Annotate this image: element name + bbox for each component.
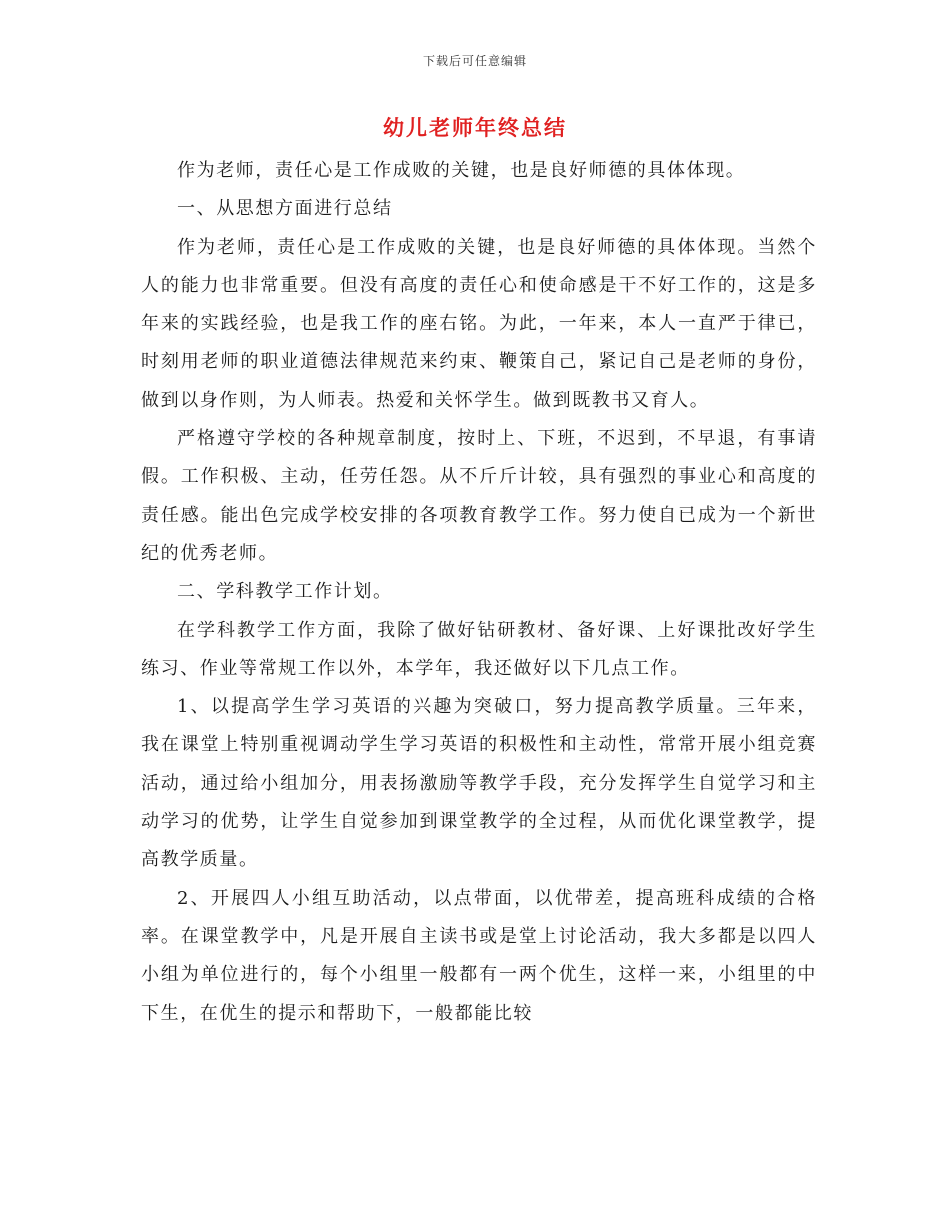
document-title: 幼儿老师年终总结 — [383, 116, 567, 140]
paragraph-point-1: 1、以提高学生学习英语的兴趣为突破口，努力提高教学质量。三年来，我在课堂上特别重视调动学生学习英语的积极性和主动性，常常开展小组竞赛活动，通过给小组加分，用表扬激励等教学手段，充分发挥学生自觉学习和主动学习的优势，让学生自觉参加到课堂教学的全过程，从而优化课堂教学，提高教学质量。 — [141, 696, 817, 871]
page-header-note: 下载后可任意编辑 — [422, 54, 527, 68]
paragraph-discipline: 严格遵守学校的各种规章制度，按时上、下班，不迟到，不早退，有事请假。工作积极、主动，任劳任怨。从不斤斤计较，具有强烈的事业心和高度的责任感。能出色完成学校安排的各项教育教学工作。努力使自已成为一个新世纪的优秀老师。 — [141, 428, 817, 564]
paragraph-responsibility: 作为老师，责任心是工作成败的关键，也是良好师德的具体体现。当然个人的能力也非常重要。但没有高度的责任心和使命感是干不好工作的，这是多年来的实践经验，也是我工作的座右铭。为此，一年来，本人一直严于律已，时刻用老师的职业道德法律规范来约束、鞭策自己，紧记自己是老师的身份，做到以身作则，为人师表。热爱和关怀学生。做到既教书又育人。 — [141, 236, 817, 411]
section-heading-teaching: 二、学科教学工作计划。 — [177, 581, 393, 603]
paragraph-point-2: 2、开展四人小组互助活动，以点带面，以优带差，提高班科成绩的合格率。在课堂教学中，凡是开展自主读书或是堂上讨论活动，我大多都是以四人小组为单位进行的，每个小组里一般都有一两个优生，这样一来，小组里的中下生，在优生的提示和帮助下，一般都能比较 — [141, 887, 817, 1024]
paragraph-teaching-work: 在学科教学工作方面，我除了做好钻研教材、备好课、上好课批改好学生练习、作业等常规工作以外，本学年，我还做好以下几点工作。 — [141, 619, 817, 679]
section-heading-thought: 一、从思想方面进行总结 — [177, 198, 393, 220]
paragraph-intro: 作为老师，责任心是工作成败的关键，也是良好师德的具体体现。 — [177, 160, 746, 181]
document-body — [141, 152, 817, 1033]
